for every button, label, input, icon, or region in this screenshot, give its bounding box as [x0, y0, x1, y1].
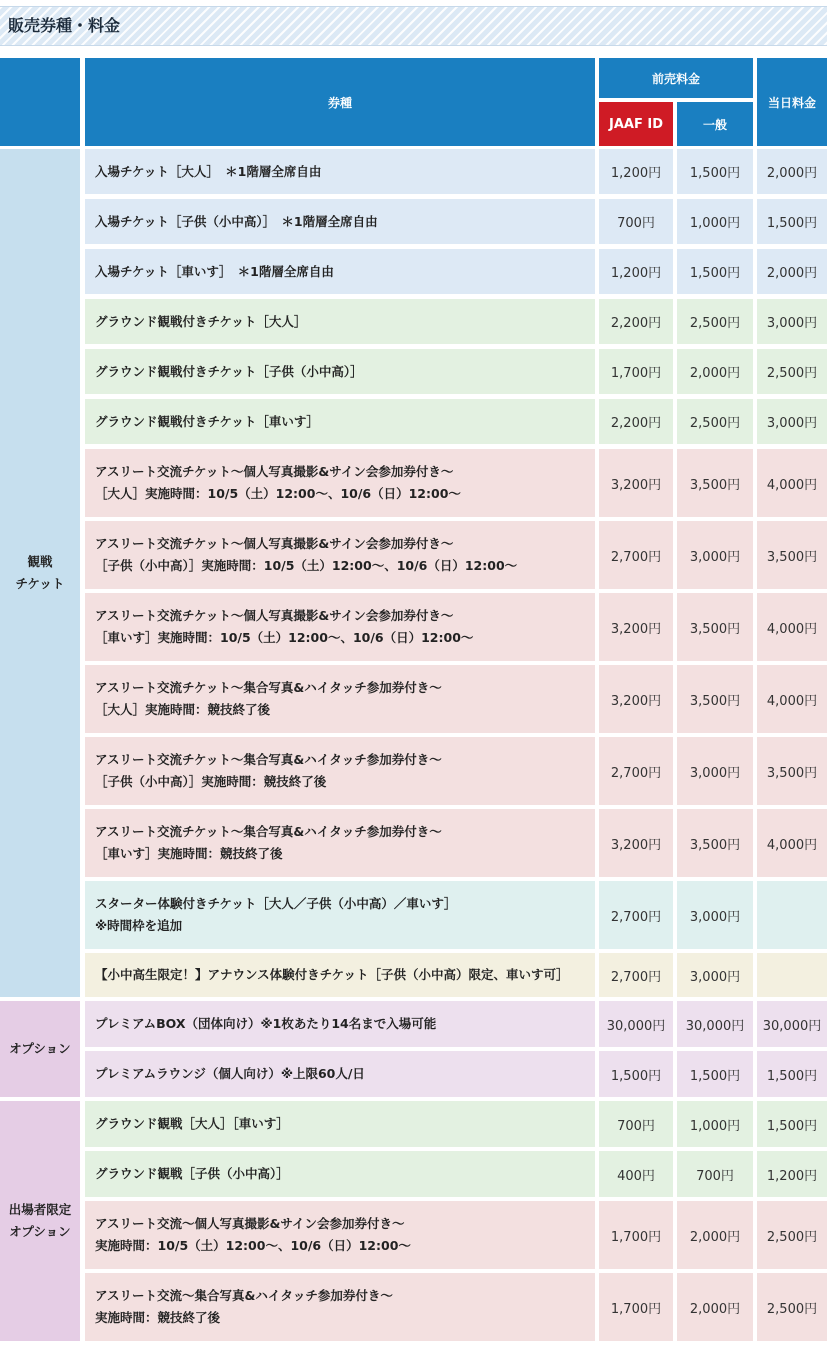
ticket-name — [95, 411, 319, 433]
ticket-name — [95, 1013, 436, 1035]
header-jaaf-id: JAAF ID — [599, 102, 673, 146]
general-price-cell: 700円 — [677, 1151, 753, 1197]
ticket-name — [95, 1213, 411, 1257]
ticket-name-line: 入場チケット［車いす］ ＊1階層全席自由 — [95, 263, 334, 279]
ticket-name-cell — [85, 1001, 595, 1047]
ticket-name-line: アスリート交流チケット〜個人写真撮影&サイン会参加券付き〜 — [95, 608, 454, 623]
ticket-name — [95, 964, 569, 986]
ticket-name-cell — [85, 249, 595, 294]
ticket-name — [95, 1063, 365, 1085]
jaaf-price-cell: 2,200円 — [599, 299, 673, 344]
ticket-name-line: アスリート交流チケット〜集合写真&ハイタッチ参加券付き〜 — [95, 824, 442, 839]
same-day-price-cell: 1,500円 — [757, 1101, 827, 1147]
ticket-name — [95, 821, 442, 865]
same-day-price-cell — [757, 953, 827, 997]
same-day-price-cell — [757, 881, 827, 949]
general-price-cell: 3,500円 — [677, 593, 753, 661]
jaaf-price-cell: 2,200円 — [599, 399, 673, 444]
ticket-name-line: 入場チケット［子供（小中高）］ ＊1階層全席自由 — [95, 213, 378, 229]
ticket-name-cell — [85, 521, 595, 589]
jaaf-price-cell: 30,000円 — [599, 1001, 673, 1047]
category-cell — [0, 1001, 80, 1097]
ticket-name-cell — [85, 737, 595, 805]
ticket-name-line: グラウンド観戦付きチケット［子供（小中高）］ — [95, 363, 363, 379]
ticket-name-cell — [85, 149, 595, 194]
ticket-name-cell — [85, 299, 595, 344]
jaaf-price-cell: 400円 — [599, 1151, 673, 1197]
header-blank-cell — [0, 58, 80, 146]
ticket-name-line: グラウンド観戦［子供（小中高）］ — [95, 1166, 289, 1181]
ticket-name-line: ［大人］実施時間：10/5（土）12:00〜、10/6（日）12:00〜 — [95, 486, 461, 501]
general-price-cell: 3,000円 — [677, 953, 753, 997]
ticket-name-cell — [85, 199, 595, 244]
ticket-name — [95, 361, 363, 383]
general-price-cell: 3,500円 — [677, 809, 753, 877]
ticket-name-line: アスリート交流〜集合写真&ハイタッチ参加券付き〜 — [95, 1288, 393, 1303]
header-general: 一般 — [677, 102, 753, 146]
ticket-name-line: アスリート交流チケット〜個人写真撮影&サイン会参加券付き〜 — [95, 536, 454, 551]
general-price-cell: 3,500円 — [677, 449, 753, 517]
ticket-name-line: ［子供（小中高）］実施時間：競技終了後 — [95, 774, 327, 789]
jaaf-price-cell: 2,700円 — [599, 737, 673, 805]
jaaf-price-cell: 3,200円 — [599, 593, 673, 661]
jaaf-price-cell: 2,700円 — [599, 521, 673, 589]
ticket-name-cell — [85, 809, 595, 877]
general-price-cell: 30,000円 — [677, 1001, 753, 1047]
ticket-name — [95, 533, 517, 577]
ticket-name — [95, 1163, 289, 1185]
jaaf-price-cell: 3,200円 — [599, 449, 673, 517]
ticket-name — [95, 1285, 393, 1329]
ticket-name — [95, 211, 378, 233]
section-title: 販売券種・料金 — [8, 16, 121, 35]
ticket-name-cell — [85, 1151, 595, 1197]
ticket-name-line: グラウンド観戦［大人］［車いす］ — [95, 1116, 289, 1131]
ticket-name-cell — [85, 953, 595, 997]
same-day-price-cell: 1,500円 — [757, 199, 827, 244]
category-label-line: オプション — [9, 1224, 71, 1239]
category-label-line: 観戦 — [27, 554, 53, 569]
same-day-price-cell: 4,000円 — [757, 449, 827, 517]
same-day-price-cell: 3,000円 — [757, 299, 827, 344]
general-price-cell: 2,000円 — [677, 1201, 753, 1269]
category-label — [9, 1199, 72, 1243]
ticket-name-cell — [85, 1273, 595, 1341]
jaaf-price-cell: 700円 — [599, 1101, 673, 1147]
ticket-name-line: ［車いす］実施時間：競技終了後 — [95, 846, 283, 861]
same-day-price-cell: 3,500円 — [757, 521, 827, 589]
ticket-name-line: スターター体験付きチケット［大人／子供（小中高）／車いす］ — [95, 896, 457, 911]
category-label-line: オプション — [9, 1041, 71, 1056]
ticket-name-line: ※時間枠を追加 — [95, 918, 183, 933]
ticket-name-cell — [85, 1051, 595, 1097]
jaaf-price-cell: 2,700円 — [599, 953, 673, 997]
category-cell — [0, 1101, 80, 1341]
category-cell — [0, 149, 80, 997]
ticket-name-line: 【小中高生限定！】アナウンス体験付きチケット［子供（小中高）限定、車いす可］ — [95, 967, 569, 982]
ticket-name-line: ［子供（小中高）］実施時間：10/5（土）12:00〜、10/6（日）12:00〜 — [95, 558, 518, 573]
ticket-name — [95, 749, 442, 793]
general-price-cell: 3,000円 — [677, 737, 753, 805]
ticket-name-cell — [85, 1101, 595, 1147]
general-price-cell: 2,500円 — [677, 299, 753, 344]
same-day-price-cell: 3,000円 — [757, 399, 827, 444]
jaaf-price-cell: 1,700円 — [599, 1273, 673, 1341]
ticket-name — [95, 677, 442, 721]
same-day-price-cell: 2,000円 — [757, 149, 827, 194]
section-header — [0, 6, 827, 46]
same-day-price-cell: 4,000円 — [757, 809, 827, 877]
general-price-cell: 3,500円 — [677, 665, 753, 733]
general-price-cell: 3,000円 — [677, 881, 753, 949]
ticket-name-line: グラウンド観戦付きチケット［車いす］ — [95, 413, 319, 429]
same-day-price-cell: 1,500円 — [757, 1051, 827, 1097]
ticket-name — [95, 893, 456, 937]
ticket-name-line: アスリート交流チケット〜集合写真&ハイタッチ参加券付き〜 — [95, 680, 442, 695]
ticket-name-line: グラウンド観戦付きチケット［大人］ — [95, 313, 307, 329]
jaaf-price-cell: 1,500円 — [599, 1051, 673, 1097]
header-advance-price: 前売料金 — [599, 58, 753, 98]
ticket-name-line: プレミアムBOX（団体向け）※1枚あたり14名まで入場可能 — [95, 1016, 437, 1031]
same-day-price-cell: 2,500円 — [757, 1201, 827, 1269]
general-price-cell: 3,000円 — [677, 521, 753, 589]
general-price-cell: 1,500円 — [677, 149, 753, 194]
header-ticket-type: 券種 — [85, 58, 595, 146]
ticket-name-line: アスリート交流チケット〜集合写真&ハイタッチ参加券付き〜 — [95, 752, 442, 767]
same-day-price-cell: 2,500円 — [757, 1273, 827, 1341]
jaaf-price-cell: 2,700円 — [599, 881, 673, 949]
same-day-price-cell: 4,000円 — [757, 665, 827, 733]
category-label-line: チケット — [15, 576, 65, 591]
general-price-cell: 2,000円 — [677, 1273, 753, 1341]
jaaf-price-cell: 1,700円 — [599, 349, 673, 394]
ticket-name-cell — [85, 449, 595, 517]
jaaf-price-cell: 1,200円 — [599, 149, 673, 194]
ticket-name-cell — [85, 1201, 595, 1269]
same-day-price-cell: 2,500円 — [757, 349, 827, 394]
general-price-cell: 1,500円 — [677, 1051, 753, 1097]
ticket-name-cell — [85, 881, 595, 949]
category-label — [16, 551, 65, 595]
category-label-line: 出場者限定 — [8, 1202, 72, 1217]
ticket-name-line: 実施時間：10/5（土）12:00〜、10/6（日）12:00〜 — [95, 1238, 411, 1253]
same-day-price-cell: 1,200円 — [757, 1151, 827, 1197]
same-day-price-cell: 4,000円 — [757, 593, 827, 661]
ticket-name — [95, 605, 473, 649]
ticket-name — [95, 161, 321, 183]
general-price-cell: 2,500円 — [677, 399, 753, 444]
category-label — [9, 1038, 70, 1060]
same-day-price-cell: 3,500円 — [757, 737, 827, 805]
general-price-cell: 2,000円 — [677, 349, 753, 394]
jaaf-price-cell: 3,200円 — [599, 809, 673, 877]
ticket-name — [95, 261, 334, 283]
jaaf-price-cell: 3,200円 — [599, 665, 673, 733]
header-same-day-price: 当日料金 — [757, 58, 827, 146]
jaaf-price-cell: 700円 — [599, 199, 673, 244]
ticket-name — [95, 1113, 289, 1135]
ticket-name-cell — [85, 665, 595, 733]
ticket-name — [95, 461, 461, 505]
ticket-name-line: ［大人］実施時間：競技終了後 — [95, 702, 271, 717]
same-day-price-cell: 30,000円 — [757, 1001, 827, 1047]
ticket-name-cell — [85, 593, 595, 661]
jaaf-price-cell: 1,700円 — [599, 1201, 673, 1269]
ticket-name-line: 実施時間：競技終了後 — [95, 1310, 221, 1325]
general-price-cell: 1,500円 — [677, 249, 753, 294]
same-day-price-cell: 2,000円 — [757, 249, 827, 294]
ticket-name-cell — [85, 349, 595, 394]
ticket-name-line: 入場チケット［大人］ ＊1階層全席自由 — [95, 163, 322, 179]
ticket-name — [95, 311, 306, 333]
ticket-name-line: アスリート交流チケット〜個人写真撮影&サイン会参加券付き〜 — [95, 464, 454, 479]
jaaf-price-cell: 1,200円 — [599, 249, 673, 294]
ticket-name-cell — [85, 399, 595, 444]
ticket-name-line: アスリート交流〜個人写真撮影&サイン会参加券付き〜 — [95, 1216, 405, 1231]
general-price-cell: 1,000円 — [677, 199, 753, 244]
general-price-cell: 1,000円 — [677, 1101, 753, 1147]
ticket-name-line: プレミアムラウンジ（個人向け）※上限60人/日 — [95, 1066, 365, 1081]
ticket-name-line: ［車いす］実施時間：10/5（土）12:00〜、10/6（日）12:00〜 — [95, 630, 474, 645]
